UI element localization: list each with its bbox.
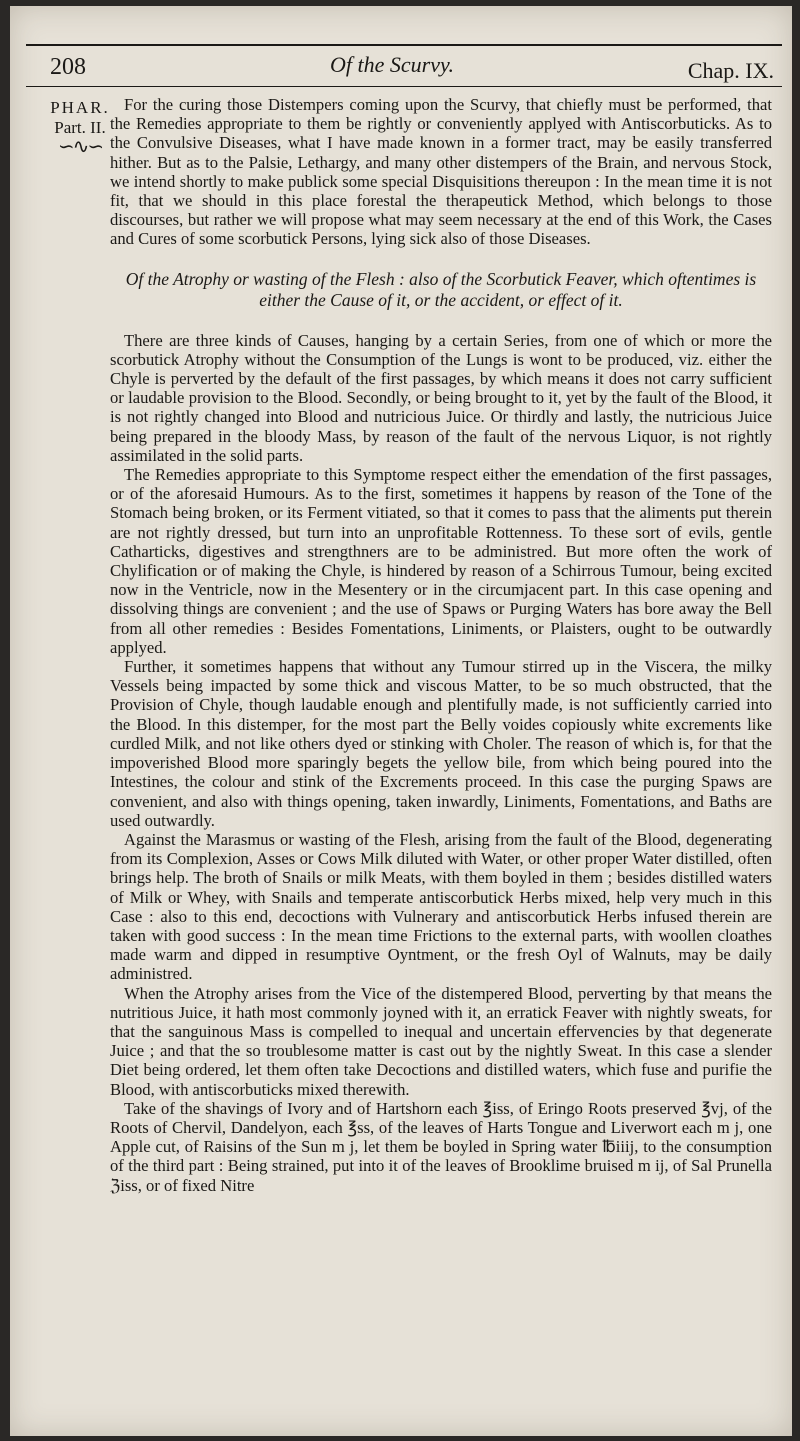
book-page	[10, 6, 792, 1436]
margin-note-line1: PHAR.	[50, 98, 110, 117]
paragraph-feaver: When the Atrophy arises from the Vice of the distempered Blood, perverting by that means the nutritious Juice, it hath most commonly joyned with it, an erratick Feaver with nightly sweats, for that the sanguinous Mass is compelled to inequal and uncertain effervencies by that degenerate Juice ; and that the so troublesome matter is cast out by the nightly Sweat. In this case a slender Diet being ordered, let them often take Decoctions and distilled waters, which fuse and purifie the Blood, with antiscorbuticks mixed therewith.	[110, 983, 772, 1099]
section-heading: Of the Atrophy or wasting of the Flesh : also of the Scorbutick Feaver, which oftentimes is either the Cause of it, or the accident, or effect of it.	[125, 268, 757, 310]
intro-paragraph: For the curing those Distempers coming upon the Scurvy, that chiefly must be performed, that the Remedies appropriate to them be rightly or conveniently applyed with Antiscorbuticks. As to the Convulsive Diseases, what I have made known in a former tract, may be easily transferred hither. But as to the Palsie, Lethargy, and many other distempers of the Brain, and nervous Stock, we intend shortly to make publick some special Disquisitions thereupon : In the mean time it is not fit, that we should in this place forestal the therapeutick Method, which belongs to those discourses, but rather we will propose what may seem necessary at the end of this Work, the Cases and Cures of some scorbutick Persons, lying sick also of those Diseases.	[110, 95, 772, 249]
header-rule-bottom	[26, 86, 782, 87]
paragraph-remedies: The Remedies appropriate to this Symptome respect either the emendation of the first passages, or of the aforesaid Humours. As to the first, sometimes it happens by reason of the Tone of the Stomach being broken, or its Ferment vitiated, so that it comes to pass that the aliments put therein are not rightly dressed, but turn into an unprofitable Rottenness. To these sort of evils, gentle Catharticks, digestives and strengthners are to be administred. But more often the work of Chylification or of making the Chyle, is hindered by reason of a Schirrous Tumour, being excited now in the Ventricle, now in the Mesentery or in the circumjacent part. In this case opening and dissolving things are convenient ; and the use of Spaws or Purging Waters has bore away the Bell from all other remedies : Besides Fomentations, Liniments, or Plaisters, ought to be outwardly applyed.	[110, 465, 772, 657]
ornament-flourish-icon: ∽∿∽	[57, 136, 103, 158]
running-title: Of the Scurvy.	[330, 52, 455, 77]
header-rule-top	[26, 44, 782, 46]
body-text	[110, 95, 772, 1195]
paragraph-viscera: Further, it sometimes happens that without any Tumour stirred up in the Viscera, the milky Vessels being impacted by some thick and viscous Matter, to be so much obstructed, that the Provision of Chyle, though laudable enough and plentifully made, is not sufficiently carried into the Blood. In this distemper, for the most part the Belly voides copiously white excrements like curdled Milk, and not like others dyed or stinking with Choler. The reason of which is, for that the impoverished Blood more sparingly begets the yellow bile, from which being poured into the Intestines, the colour and stink of the Excrements proceed. In this case the purging Spaws are convenient, and also with things opening, taken inwardly, Liniments, Fomentations, and Baths are used outwardly.	[110, 657, 772, 830]
paragraph-recipe: Take of the shavings of Ivory and of Hartshorn each ℥iss, of Eringo Roots preserved ℥vj, of the Roots of Chervil, Dandelyon, each ℥ss, of the leaves of Harts Tongue and Liverwort each m j, one Apple cut, of Raisins of the Sun m j, let them be boyled in Spring water ℔iiij, to the consumption of the third part : Being strained, put into it of the leaves of Brooklime bruised m ij, of Sal Prunella ℨiss, or of fixed Nitre	[110, 1098, 772, 1195]
margin-note-line2: Part. II.	[54, 118, 106, 137]
page-number: 208	[50, 54, 86, 80]
paragraph-causes: There are three kinds of Causes, hanging by a certain Series, from one of which or more the scorbutick Atrophy without the Consumption of the Lungs is wont to be produced, viz. either the Chyle is perverted by the default of the first passages, by which means it does not carry sufficient or laudable provision to the Blood. Secondly, or being brought to it, yet by the fault of the Blood, it is not rightly changed into Blood and nutricious Juice. Or thirdly and lastly, the nutricious Juice being prepared in the bloody Mass, by reason of the fault of the nervous Liquor, is not rightly assimilated in the solid parts.	[110, 330, 772, 465]
chapter-label: Chap. IX.	[687, 58, 774, 83]
paragraph-marasmus: Against the Marasmus or wasting of the Flesh, arising from the fault of the Blood, degenerating from its Complexion, Asses or Cows Milk diluted with Water, or other proper Water distilled, often brings help. The broth of Snails or milk Meats, with them boyled in them ; besides distilled waters of Milk or Whey, with Snails and temperate antiscorbutick Herbs mixed, help very much in this Case : also to this end, decoctions with Vulnerary and antiscorbutick Herbs infused therein are taken with good success : In the mean time Frictions to the external parts, with woollen cloathes made warm and dipped in resumptive Oyntment, or the fresh Oyl of Walnuts, may be daily administred.	[110, 829, 772, 984]
